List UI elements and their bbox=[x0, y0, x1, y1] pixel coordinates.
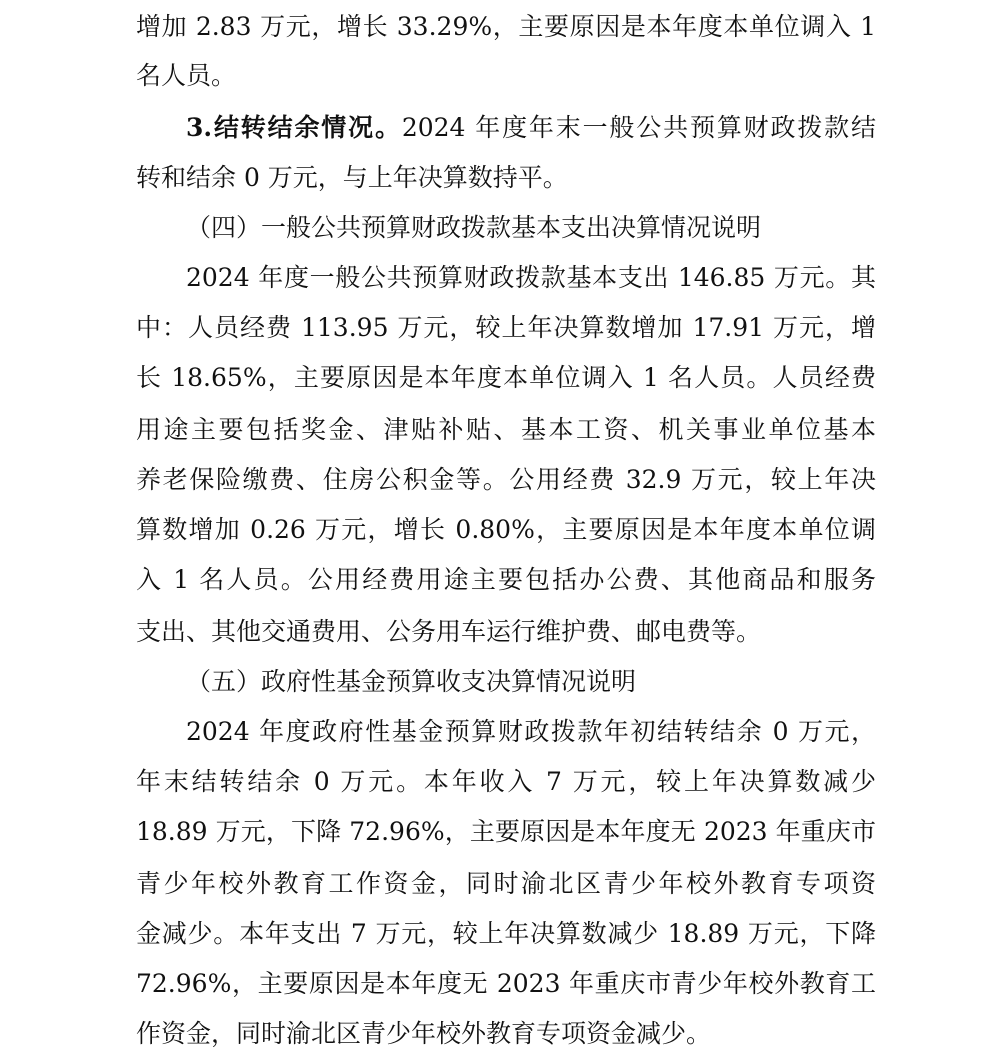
paragraph-line: 名人员。 bbox=[136, 61, 237, 90]
paragraph-line: 年末结转结余 0 万元。本年收入 7 万元，较上年决算数减少 bbox=[136, 767, 876, 796]
paragraph-line: 作资金，同时渝北区青少年校外教育专项资金减少。 bbox=[136, 1019, 712, 1048]
section-heading: （四）一般公共预算财政拨款基本支出决算情况说明 bbox=[186, 213, 762, 242]
paragraph-line: 2024 年度政府性基金预算财政拨款年初结转结余 0 万元， bbox=[186, 717, 876, 746]
paragraph-line: 青少年校外教育工作资金，同时渝北区青少年校外教育专项资 bbox=[136, 869, 876, 898]
paragraph-line: 72.96%，主要原因是本年度无 2023 年重庆市青少年校外教育工 bbox=[136, 969, 876, 998]
section-heading: （五）政府性基金预算收支决算情况说明 bbox=[186, 667, 637, 696]
paragraph-line: 入 1 名人员。公用经费用途主要包括办公费、其他商品和服务 bbox=[136, 565, 876, 594]
paragraph-line: 转和结余 0 万元，与上年决算数持平。 bbox=[136, 163, 568, 192]
paragraph-line: 算数增加 0.26 万元，增长 0.80%，主要原因是本年度本单位调 bbox=[136, 515, 876, 544]
paragraph-text: 2024 年度年末一般公共预算财政拨款结 bbox=[401, 113, 876, 142]
paragraph-line: 中：人员经费 113.95 万元，较上年决算数增加 17.91 万元，增 bbox=[136, 313, 876, 342]
subheading-bold: 3.结转结余情况。 bbox=[186, 113, 402, 142]
paragraph-line: 用途主要包括奖金、津贴补贴、基本工资、机关事业单位基本 bbox=[136, 415, 876, 444]
paragraph-line: 18.89 万元，下降 72.96%，主要原因是本年度无 2023 年重庆市 bbox=[136, 817, 876, 846]
paragraph-line: 支出、其他交通费用、公务用车运行维护费、邮电费等。 bbox=[136, 617, 762, 646]
paragraph-line: 养老保险缴费、住房公积金等。公用经费 32.9 万元，较上年决 bbox=[136, 465, 876, 494]
paragraph-line: 长 18.65%，主要原因是本年度本单位调入 1 名人员。人员经费 bbox=[136, 363, 876, 392]
paragraph-line bbox=[186, 108, 876, 148]
paragraph-line: 金减少。本年支出 7 万元，较上年决算数减少 18.89 万元，下降 bbox=[136, 919, 876, 948]
paragraph-line: 增加 2.83 万元，增长 33.29%，主要原因是本年度本单位调入 1 bbox=[136, 12, 876, 41]
paragraph-line: 2024 年度一般公共预算财政拨款基本支出 146.85 万元。其 bbox=[186, 263, 876, 292]
